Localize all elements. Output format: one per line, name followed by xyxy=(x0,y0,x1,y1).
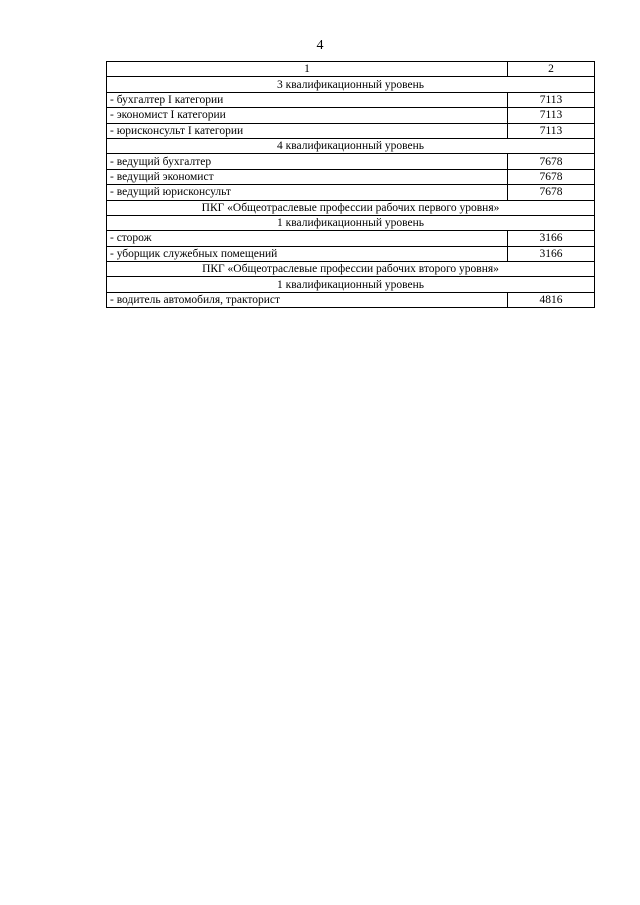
table-row xyxy=(107,246,595,261)
salary-value: 7113 xyxy=(508,92,595,107)
position-name: - бухгалтер I категории xyxy=(107,92,508,107)
section-title: 1 квалификационный уровень xyxy=(107,277,595,292)
salary-value: 3166 xyxy=(508,246,595,261)
table-row xyxy=(107,92,595,107)
table-row xyxy=(107,123,595,138)
salary-value: 7678 xyxy=(508,154,595,169)
section-title: 4 квалификационный уровень xyxy=(107,138,595,153)
section-header-row xyxy=(107,215,595,230)
position-name: - уборщик служебных помещений xyxy=(107,246,508,261)
position-name: - ведущий экономист xyxy=(107,169,508,184)
position-name: - экономист I категории xyxy=(107,108,508,123)
section-title: 1 квалификационный уровень xyxy=(107,215,595,230)
section-header-row xyxy=(107,262,595,277)
position-name: - ведущий бухгалтер xyxy=(107,154,508,169)
salary-value: 3166 xyxy=(508,231,595,246)
salary-value: 7113 xyxy=(508,108,595,123)
section-title: ПКГ «Общеотраслевые профессии рабочих второго уровня» xyxy=(107,262,595,277)
section-header-row xyxy=(107,77,595,92)
salary-table-body xyxy=(107,62,595,308)
section-header-row xyxy=(107,138,595,153)
page-number: 4 xyxy=(316,38,324,53)
table-row xyxy=(107,231,595,246)
table-row xyxy=(107,169,595,184)
section-header-row xyxy=(107,277,595,292)
section-title: ПКГ «Общеотраслевые профессии рабочих первого уровня» xyxy=(107,200,595,215)
salary-value: 7113 xyxy=(508,123,595,138)
position-name: - сторож xyxy=(107,231,508,246)
salary-value: 4816 xyxy=(508,292,595,307)
position-name: - ведущий юрисконсульт xyxy=(107,185,508,200)
table-row xyxy=(107,185,595,200)
position-name: - водитель автомобиля, тракторист xyxy=(107,292,508,307)
position-name: - юрисконсульт I категории xyxy=(107,123,508,138)
table-header-row xyxy=(107,62,595,77)
section-header-row xyxy=(107,200,595,215)
section-title: 3 квалификационный уровень xyxy=(107,77,595,92)
salary-table xyxy=(106,61,595,308)
column-header-1: 1 xyxy=(107,62,508,77)
salary-value: 7678 xyxy=(508,169,595,184)
table-row xyxy=(107,292,595,307)
table-row xyxy=(107,108,595,123)
salary-value: 7678 xyxy=(508,185,595,200)
column-header-2: 2 xyxy=(508,62,595,77)
table-row xyxy=(107,154,595,169)
